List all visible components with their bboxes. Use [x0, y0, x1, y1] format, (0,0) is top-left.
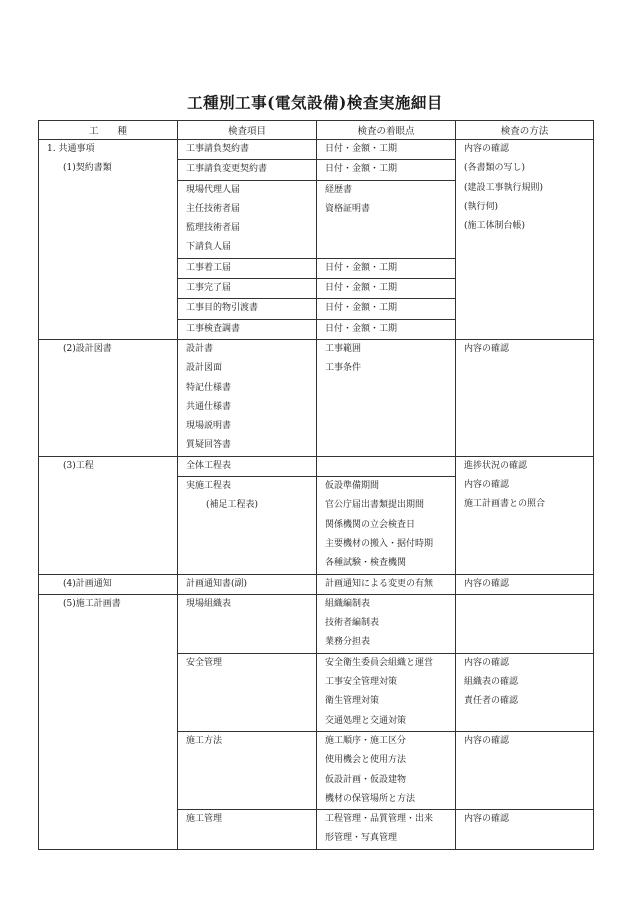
point-text: 衛生管理対策	[325, 696, 380, 707]
point-cell	[317, 319, 456, 339]
item-text: 監理技術者届	[186, 223, 241, 234]
method-cell	[456, 731, 594, 809]
point-cell	[317, 810, 456, 850]
method-cell	[456, 810, 594, 850]
method-text: 内容の確認	[464, 343, 510, 354]
point-text: 官公庁届出書類提出期間	[325, 500, 425, 511]
method-text: (施工体制台帳)	[464, 221, 526, 232]
item-cell	[178, 180, 317, 258]
item-text: 現場組織表	[186, 598, 232, 609]
point-text: 資格証明書	[325, 203, 371, 214]
method-text: 内容の確認	[464, 814, 510, 825]
item-text: 工事請負契約書	[186, 144, 250, 154]
point-cell	[317, 594, 456, 653]
point-text: 交通処理と交通対策	[325, 715, 407, 726]
point-text: 安全衛生委員会組織と運営	[325, 657, 434, 668]
method-text: 施工計画書との照合	[464, 499, 546, 510]
method-text: (執行伺)	[464, 201, 499, 212]
point-text: 日付・金額・工期	[325, 262, 398, 273]
table-row	[39, 456, 594, 476]
point-text: 技術者編制表	[325, 618, 380, 629]
item-cell	[178, 456, 317, 476]
point-cell	[317, 279, 456, 299]
point-text: 日付・金額・工期	[325, 303, 398, 314]
point-text: 関係機関の立会検査日	[325, 519, 416, 530]
item-text: 現場代理人届	[186, 184, 241, 195]
method-text: (建設工事執行規則)	[464, 182, 544, 193]
item-cell	[178, 574, 317, 594]
point-text: 工事範囲	[325, 343, 362, 354]
point-text: 計画通知による変更の有無	[325, 578, 434, 589]
subsection-label: (2)設計図書	[63, 343, 112, 354]
method-cell	[456, 140, 594, 340]
method-text: 組織表の確認	[464, 677, 519, 688]
item-text: 計画通知書(副)	[186, 578, 248, 589]
item-text: 特記仕様書	[186, 382, 232, 393]
work-type-cell	[39, 339, 178, 456]
work-type-cell	[39, 594, 178, 849]
point-cell	[317, 456, 456, 476]
item-text: 実施工程表	[186, 481, 232, 492]
item-cell	[178, 279, 317, 299]
inspection-table	[38, 120, 594, 850]
point-text: 経歴書	[325, 184, 353, 195]
point-cell	[317, 731, 456, 809]
item-text: 全体工程表	[186, 460, 232, 471]
table-row	[39, 339, 594, 456]
item-text: 主任技術者届	[186, 203, 241, 214]
point-cell	[317, 339, 456, 456]
method-cell	[456, 456, 594, 574]
point-text: 各種試験・検査機関	[325, 558, 407, 569]
work-type-cell	[39, 140, 178, 340]
method-text: 内容の確認	[464, 480, 510, 491]
point-cell	[317, 653, 456, 731]
table-row	[39, 140, 594, 160]
item-text: 質疑回答書	[186, 440, 232, 451]
method-cell	[456, 574, 594, 594]
subsection-label: (4)計画通知	[63, 578, 112, 589]
point-cell	[317, 574, 456, 594]
table-row	[39, 594, 594, 653]
method-text: 責任者の確認	[464, 696, 519, 707]
item-text: 工事検査調書	[186, 323, 241, 334]
point-text: 日付・金額・工期	[325, 164, 398, 175]
item-text: 工事完了届	[186, 283, 232, 294]
method-cell	[456, 594, 594, 653]
item-text: 施工方法	[186, 735, 223, 746]
item-cell	[178, 339, 317, 456]
method-text: 進捗状況の確認	[464, 460, 528, 471]
item-text: 安全管理	[186, 657, 223, 668]
point-text: 形管理・写真管理	[325, 833, 398, 844]
point-text: 日付・金額・工期	[325, 283, 398, 294]
item-cell	[178, 731, 317, 809]
item-text: 下請負人届	[186, 242, 232, 253]
point-cell	[317, 160, 456, 180]
subsection-label: (1)契約書類	[63, 163, 112, 174]
work-type-cell	[39, 574, 178, 594]
method-text: (各書類の写し)	[464, 163, 526, 174]
method-text: 内容の確認	[464, 144, 510, 154]
point-text: 使用機会と使用方法	[325, 755, 407, 766]
item-cell	[178, 810, 317, 850]
header-inspection-method: 検査の方法	[456, 121, 594, 140]
point-cell	[317, 140, 456, 160]
point-cell	[317, 299, 456, 319]
method-cell	[456, 653, 594, 731]
point-text: 日付・金額・工期	[325, 323, 398, 334]
section-label: 1. 共通事項	[47, 144, 95, 154]
point-cell	[317, 258, 456, 278]
item-cell	[178, 160, 317, 180]
method-text: 内容の確認	[464, 735, 510, 746]
item-text: (補足工程表)	[206, 500, 259, 511]
subsection-label: (5)施工計画書	[63, 598, 121, 609]
item-cell	[178, 477, 317, 574]
page-title: 工種別工事(電気設備)検査実施細目	[187, 93, 443, 112]
item-cell	[178, 319, 317, 339]
item-text: 設計書	[186, 343, 214, 354]
item-cell	[178, 299, 317, 319]
point-text: 施工順序・施工区分	[325, 735, 407, 746]
point-text: 工事条件	[325, 363, 362, 374]
point-text: 仮設計画・仮設建物	[325, 774, 407, 785]
item-text: 工事目的物引渡書	[186, 303, 259, 314]
item-cell	[178, 594, 317, 653]
header-inspection-point: 検査の着眼点	[317, 121, 456, 140]
point-cell	[317, 180, 456, 258]
table-row	[39, 574, 594, 594]
method-text: 内容の確認	[464, 657, 510, 668]
item-cell	[178, 258, 317, 278]
point-text: 工事安全管理対策	[325, 677, 398, 688]
item-text: 施工管理	[186, 814, 223, 825]
work-type-cell	[39, 456, 178, 574]
point-cell	[317, 477, 456, 574]
item-text: 工事請負変更契約書	[186, 164, 268, 175]
header-inspection-item: 検査項目	[178, 121, 317, 140]
item-text: 工事着工届	[186, 262, 232, 273]
point-text: 業務分担表	[325, 637, 371, 648]
point-text: 組織編制表	[325, 598, 371, 609]
item-text: 現場説明書	[186, 421, 232, 432]
subsection-label: (3)工程	[63, 460, 94, 471]
item-text: 設計図面	[186, 363, 223, 374]
method-text: 内容の確認	[464, 578, 510, 589]
item-cell	[178, 140, 317, 160]
point-text: 主要機材の搬入・据付時期	[325, 538, 434, 549]
header-work-type: 工 種	[39, 121, 178, 140]
point-text: 日付・金額・工期	[325, 144, 398, 154]
header-row	[39, 121, 594, 140]
point-text: 仮設準備期間	[325, 481, 380, 492]
point-text: 工程管理・品質管理・出来	[325, 814, 434, 825]
point-text: 機材の保管場所と方法	[325, 793, 416, 804]
item-cell	[178, 653, 317, 731]
method-cell	[456, 339, 594, 456]
item-text: 共通仕様書	[186, 401, 232, 412]
